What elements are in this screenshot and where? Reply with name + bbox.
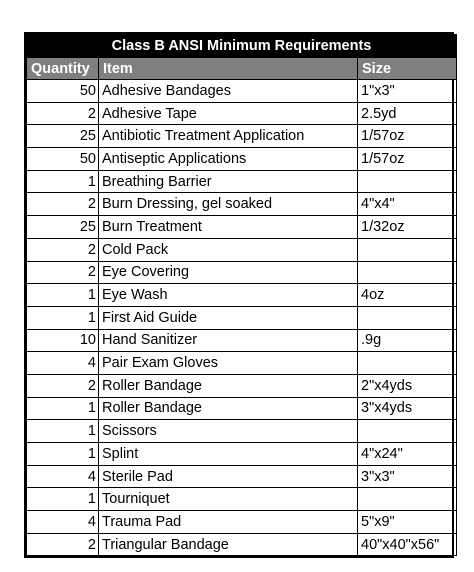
item-cell: Roller Bandage xyxy=(99,374,358,397)
table-row xyxy=(27,193,457,216)
size-cell xyxy=(358,352,457,375)
requirements-table xyxy=(26,34,457,556)
table-row xyxy=(27,465,457,488)
item-cell: Splint xyxy=(99,443,358,466)
item-cell: Antibiotic Treatment Application xyxy=(99,125,358,148)
size-cell: 1"x3" xyxy=(358,80,457,103)
size-cell: 1/32oz xyxy=(358,216,457,239)
quantity-cell: 50 xyxy=(27,148,99,171)
table-header-row xyxy=(27,58,457,80)
item-cell: Hand Sanitizer xyxy=(99,329,358,352)
table-row xyxy=(27,443,457,466)
size-cell: 4oz xyxy=(358,284,457,307)
size-cell xyxy=(358,170,457,193)
item-cell: Adhesive Bandages xyxy=(99,80,358,103)
quantity-cell: 1 xyxy=(27,284,99,307)
table-row xyxy=(27,284,457,307)
size-cell: 3"x4yds xyxy=(358,397,457,420)
table-row xyxy=(27,374,457,397)
table-row xyxy=(27,102,457,125)
size-cell xyxy=(358,238,457,261)
quantity-cell: 2 xyxy=(27,102,99,125)
item-cell: Tourniquet xyxy=(99,488,358,511)
quantity-cell: 1 xyxy=(27,306,99,329)
table-row xyxy=(27,352,457,375)
size-cell: 2"x4yds xyxy=(358,374,457,397)
size-cell: 3"x3" xyxy=(358,465,457,488)
size-cell: 40"x40"x56" xyxy=(358,533,457,556)
quantity-cell: 1 xyxy=(27,420,99,443)
quantity-cell: 4 xyxy=(27,511,99,534)
quantity-cell: 1 xyxy=(27,488,99,511)
table-row xyxy=(27,329,457,352)
quantity-cell: 2 xyxy=(27,193,99,216)
item-cell: Trauma Pad xyxy=(99,511,358,534)
table-row xyxy=(27,420,457,443)
column-header-size: Size xyxy=(358,58,457,80)
size-cell xyxy=(358,420,457,443)
size-cell: 2.5yd xyxy=(358,102,457,125)
table-row xyxy=(27,488,457,511)
table-row xyxy=(27,170,457,193)
quantity-cell: 25 xyxy=(27,216,99,239)
item-cell: Adhesive Tape xyxy=(99,102,358,125)
table-title-row xyxy=(27,35,457,58)
table-row xyxy=(27,306,457,329)
quantity-cell: 1 xyxy=(27,170,99,193)
quantity-cell: 1 xyxy=(27,397,99,420)
item-cell: Antiseptic Applications xyxy=(99,148,358,171)
item-cell: Cold Pack xyxy=(99,238,358,261)
size-cell: 1/57oz xyxy=(358,148,457,171)
quantity-cell: 2 xyxy=(27,533,99,556)
quantity-cell: 4 xyxy=(27,352,99,375)
item-cell: Roller Bandage xyxy=(99,397,358,420)
quantity-cell: 2 xyxy=(27,238,99,261)
item-cell: Breathing Barrier xyxy=(99,170,358,193)
size-cell: 1/57oz xyxy=(358,125,457,148)
item-cell: Burn Dressing, gel soaked xyxy=(99,193,358,216)
size-cell: .9g xyxy=(358,329,457,352)
requirements-table-container xyxy=(24,32,454,558)
table-title: Class B ANSI Minimum Requirements xyxy=(27,35,457,58)
column-header-quantity: Quantity xyxy=(27,58,99,80)
table-row xyxy=(27,261,457,284)
table-row xyxy=(27,216,457,239)
item-cell: Triangular Bandage xyxy=(99,533,358,556)
table-row xyxy=(27,80,457,103)
quantity-cell: 50 xyxy=(27,80,99,103)
quantity-cell: 25 xyxy=(27,125,99,148)
quantity-cell: 4 xyxy=(27,465,99,488)
table-row xyxy=(27,125,457,148)
table-body xyxy=(27,80,457,556)
item-cell: Scissors xyxy=(99,420,358,443)
size-cell: 4"x24" xyxy=(358,443,457,466)
table-row xyxy=(27,511,457,534)
size-cell xyxy=(358,261,457,284)
size-cell xyxy=(358,488,457,511)
item-cell: Pair Exam Gloves xyxy=(99,352,358,375)
quantity-cell: 1 xyxy=(27,443,99,466)
size-cell: 5"x9" xyxy=(358,511,457,534)
item-cell: Eye Wash xyxy=(99,284,358,307)
item-cell: Sterile Pad xyxy=(99,465,358,488)
size-cell xyxy=(358,306,457,329)
table-row xyxy=(27,397,457,420)
item-cell: First Aid Guide xyxy=(99,306,358,329)
quantity-cell: 2 xyxy=(27,261,99,284)
table-row xyxy=(27,238,457,261)
item-cell: Burn Treatment xyxy=(99,216,358,239)
item-cell: Eye Covering xyxy=(99,261,358,284)
quantity-cell: 10 xyxy=(27,329,99,352)
quantity-cell: 2 xyxy=(27,374,99,397)
table-row xyxy=(27,533,457,556)
size-cell: 4"x4" xyxy=(358,193,457,216)
table-row xyxy=(27,148,457,171)
column-header-item: Item xyxy=(99,58,358,80)
